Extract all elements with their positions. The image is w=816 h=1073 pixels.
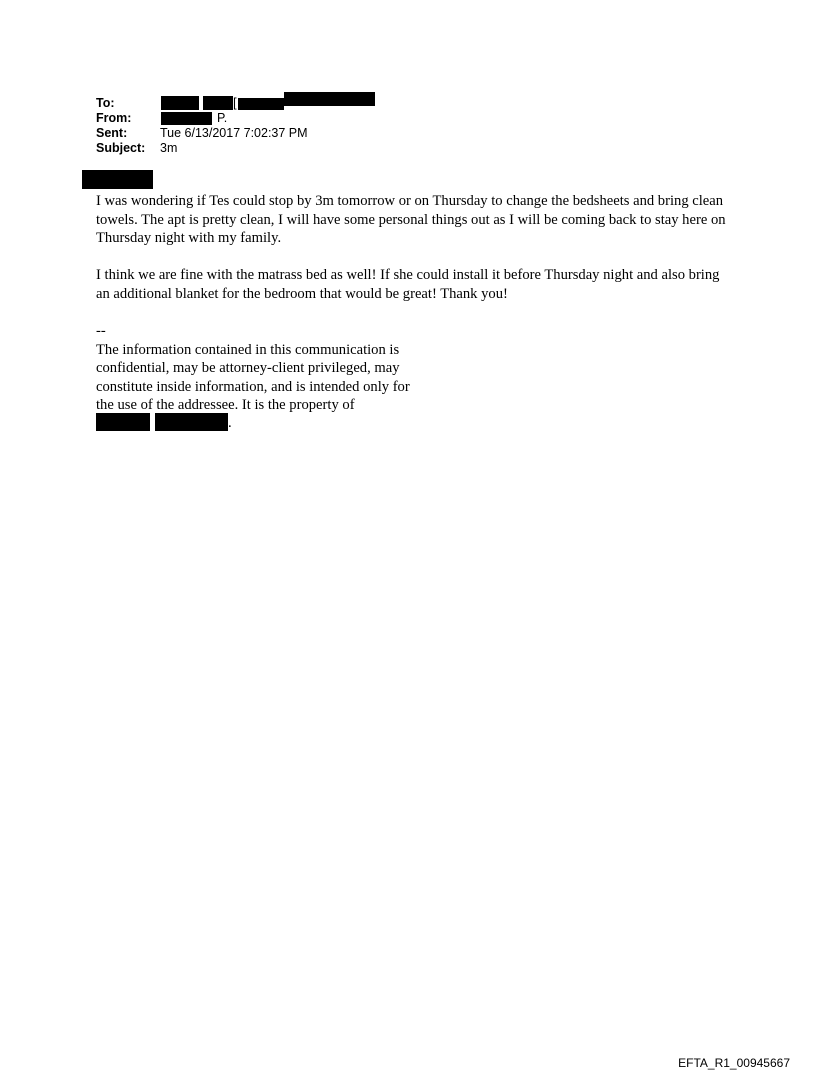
disclaimer-trailing-period: .	[228, 415, 232, 431]
body-paragraph-2: I think we are fine with the matrass bed as well! If she could install it before Thursday night and also bring an additional blanket for the bedroom that would be great! Thank you!	[96, 267, 720, 302]
signature-block	[96, 322, 456, 415]
from-suffix: P.	[217, 111, 228, 125]
email-header	[96, 96, 308, 156]
sent-value: Tue 6/13/2017 7:02:37 PM	[160, 126, 308, 140]
to-bracket: [	[233, 95, 237, 110]
disclaimer-line: confidential, may be attorney-client privileged, may	[96, 360, 400, 376]
from-row	[96, 111, 228, 126]
disclaimer-redaction-2	[155, 413, 228, 431]
subject-value: 3m	[160, 141, 178, 155]
subject-label: Subject:	[96, 141, 146, 155]
disclaimer-line: constitute inside information, and is intended only for	[96, 378, 410, 395]
from-redaction	[161, 112, 212, 125]
body-paragraph-1: I was wondering if Tes could stop by 3m tomorrow or on Thursday to change the bedsheets and bring clean towels. The apt is pretty clean, I will have some personal things out as I will be coming back to stay here on Thursday night with my family.	[96, 193, 726, 246]
to-redaction-1	[161, 96, 199, 110]
sent-row	[96, 126, 308, 141]
from-label: From:	[96, 111, 132, 125]
document-id: EFTA_R1_00945667	[678, 1056, 790, 1070]
to-redaction-2	[203, 96, 233, 110]
salutation-redaction	[82, 170, 153, 189]
signature-separator: --	[96, 323, 106, 339]
subject-row	[96, 141, 178, 156]
disclaimer-redaction-1	[96, 413, 150, 431]
to-redaction-3	[238, 98, 284, 110]
sent-label: Sent:	[96, 126, 128, 140]
disclaimer-line: The information contained in this communication is	[96, 341, 400, 358]
to-redaction-4	[284, 92, 375, 106]
to-label: To:	[96, 96, 115, 110]
to-row	[96, 96, 160, 111]
disclaimer-line: the use of the addressee. It is the property of	[96, 397, 355, 413]
